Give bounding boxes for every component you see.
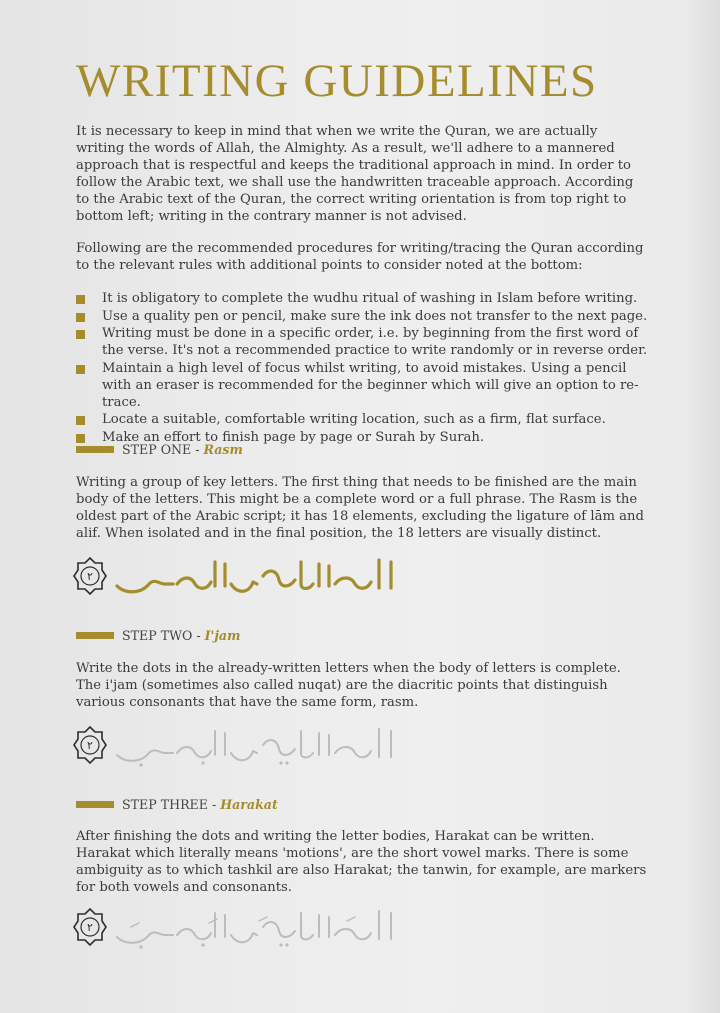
verse-marker-icon	[73, 557, 107, 595]
step-two-text: Write the dots in the already-written letters when the body of letters is complete. The i'jam (sometimes also called nuqat) are the diacritic points that distinguish various consonants that have the same form, rasm.	[76, 661, 621, 710]
list-item: Maintain a high level of focus whilst writing, to avoid mistakes. Using a pencil with an eraser is recommended for the beginner which will give an option to re-trace.	[76, 360, 656, 411]
step-one-heading	[76, 440, 243, 458]
svg-text:٢: ٢	[87, 921, 93, 934]
bullet-square-icon	[76, 295, 85, 304]
verse-marker-icon	[73, 726, 107, 764]
step-name: Harakat	[220, 796, 278, 812]
arabic-calligraphy-harakat	[111, 905, 403, 951]
step-bar-icon	[76, 632, 114, 639]
page-edge-shadow	[686, 0, 720, 1013]
arabic-calligraphy-ijam	[111, 723, 403, 769]
bullet-square-icon	[76, 365, 85, 374]
list-item: Writing must be done in a specific order, i.e. by beginning from the first word of the verse. It's not a recommended practice to write randomly or in reverse order.	[76, 325, 656, 359]
step-label: STEP THREE -	[122, 796, 217, 812]
step-one-text: Writing a group of key letters. The first thing that needs to be finished are the main body of the letters. This might be a complete word or a full phrase. The Rasm is the oldest part of the Arabic script; it has 18 elements, excluding the ligature of lām and alif. When isolated and in the final position, the 18 letters are visually distinct.	[76, 475, 644, 541]
intro-paragraph: It is necessary to keep in mind that when we write the Quran, we are actually writing the words of Allah, the Almighty. As a result, we'll adhere to a mannered approach that is respectful and keeps the traditional approach in mind. In order to follow the Arabic text, we shall use the handwritten traceable approach. According to the Arabic text of the Quran, the correct writing orientation is from top right to bottom left; writing in the contrary manner is not advised.	[76, 124, 634, 224]
list-item: Make an effort to finish page by page or Surah by Surah.	[76, 429, 656, 446]
bullet-square-icon	[76, 416, 85, 425]
page-title: WRITING GUIDELINES	[76, 55, 598, 107]
bullet-square-icon	[76, 313, 85, 322]
step-three-text: After finishing the dots and writing the letter bodies, Harakat can be written. Harakat which literally means 'motions', are the short vowel marks. There is some ambiguity as to which tashkil are also Harakat; the tanwin, for example, are markers for both vowels and consonants.	[76, 829, 647, 895]
step-name: Rasm	[203, 441, 243, 457]
list-item: It is obligatory to complete the wudhu ritual of washing in Islam before writing.	[76, 290, 656, 307]
svg-text:٢: ٢	[87, 739, 93, 752]
step-label: STEP ONE -	[122, 441, 200, 457]
verse-harakat	[73, 905, 403, 951]
step-name: I'jam	[204, 627, 241, 643]
svg-text:٢: ٢	[87, 570, 93, 583]
step-three-heading	[76, 795, 278, 813]
guidelines-list	[76, 290, 656, 446]
list-item: Use a quality pen or pencil, make sure the ink does not transfer to the next page.	[76, 308, 656, 325]
step-bar-icon	[76, 801, 114, 808]
step-two-heading	[76, 626, 240, 644]
verse-marker-icon	[73, 908, 107, 946]
procedures-intro: Following are the recommended procedures for writing/tracing the Quran according to the relevant rules with additional points to consider noted at the bottom:	[76, 241, 644, 273]
calligraphy-icon	[111, 554, 403, 600]
verse-rasm	[73, 554, 403, 600]
calligraphy-icon	[111, 723, 403, 769]
calligraphy-icon	[111, 905, 403, 951]
bullet-square-icon	[76, 330, 85, 339]
step-bar-icon	[76, 446, 114, 453]
list-item: Locate a suitable, comfortable writing location, such as a firm, flat surface.	[76, 411, 656, 428]
step-label: STEP TWO -	[122, 627, 201, 643]
arabic-calligraphy-rasm	[111, 554, 403, 600]
verse-ijam	[73, 723, 403, 769]
